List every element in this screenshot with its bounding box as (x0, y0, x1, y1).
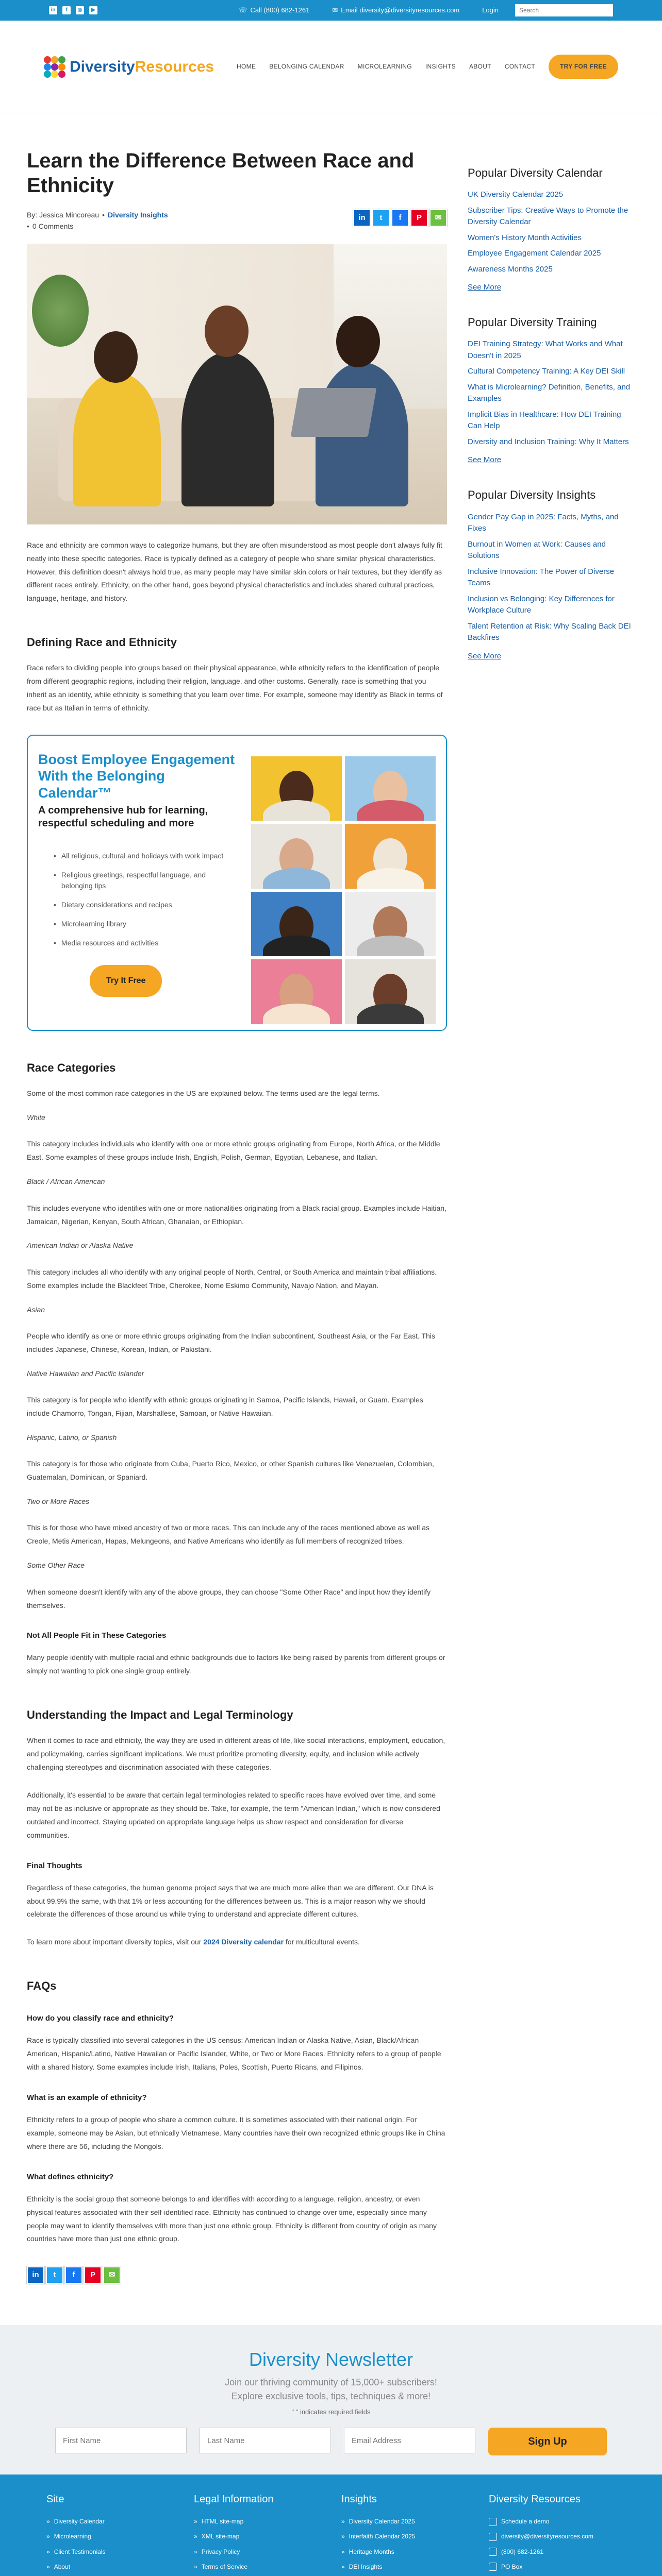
footer-link[interactable]: » Heritage Months (341, 2547, 468, 2557)
sidebar-heading: Popular Diversity Calendar (468, 166, 603, 179)
sidebar-link[interactable]: Gender Pay Gap in 2025: Facts, Myths, and Fixes (468, 512, 619, 533)
author: By: Jessica Mincoreau (27, 211, 100, 219)
sidebar-link[interactable]: Implicit Bias in Healthcare: How DEI Training Can Help (468, 410, 621, 431)
promo-portrait-grid (251, 756, 436, 1024)
heading-impact: Understanding the Impact and Legal Terminology (27, 1708, 293, 1722)
portrait-tile (251, 959, 342, 1024)
heading-race-categories: Race Categories (27, 1061, 116, 1074)
heading-defining: Defining Race and Ethnicity (27, 636, 177, 649)
footer-link[interactable]: » Terms of Service (194, 2562, 321, 2572)
first-name-field[interactable] (55, 2428, 187, 2453)
nav-about[interactable]: ABOUT (469, 62, 491, 70)
sidebar-link[interactable]: Inclusive Innovation: The Power of Diverse Teams (468, 567, 615, 588)
linkedin-icon[interactable]: in (49, 6, 57, 14)
category-link[interactable]: Diversity Insights (107, 211, 168, 219)
nav-insights[interactable]: INSIGHTS (425, 62, 456, 70)
linkedin-share-icon[interactable]: in (353, 209, 371, 227)
category-name: White (27, 1113, 45, 1122)
promo-feature: • Media resources and activities (54, 938, 238, 948)
pinterest-share-icon[interactable]: P (84, 2266, 102, 2284)
mail-icon (489, 2533, 497, 2541)
site-logo[interactable] (44, 55, 214, 79)
promo-subtitle: A comprehensive hub for learning, respectful scheduling and more (38, 805, 208, 829)
footer-link[interactable]: » Interfaith Calendar 2025 (341, 2532, 468, 2541)
final-paragraph: Regardless of these categories, the human genome project says that we are much more alike than we are different. Our DNA is about 99.9% the same, with that 1% or less accounting for the differences between us. This is a major reason why we should celebrate the differences of those around us while trying to understand and appreciate different cultures. (27, 1883, 434, 1919)
nav-contact[interactable]: CONTACT (504, 62, 536, 70)
categories-intro: Some of the most common race categories in the US are explained below. The terms used are the legal terms. (27, 1089, 380, 1098)
footer-contact-item (489, 2562, 616, 2572)
portrait-tile (345, 824, 436, 889)
footer-contact (489, 2491, 616, 2576)
footer-link[interactable]: » Diversity Calendar (46, 2517, 173, 2527)
footer-link[interactable]: » XML site-map (194, 2532, 321, 2541)
footer-contact-item[interactable] (489, 2547, 616, 2557)
article-title: Learn the Difference Between Race and Ethnicity (27, 149, 415, 197)
footer-link[interactable]: » About (46, 2562, 173, 2572)
location-icon (489, 2563, 497, 2571)
email-share-icon[interactable]: ✉ (429, 209, 447, 227)
category-text: This is for those who have mixed ancestry of two or more races. This can include any of the races mentioned above as well as Creole, Metis American, Hapas, Melungeons, and Native Americans who identify as full members of recognized tribes. (27, 1523, 430, 1546)
sidebar-link[interactable]: Burnout in Women at Work: Causes and Solutions (468, 539, 606, 561)
intro-paragraph: Race and ethnicity are common ways to categorize humans, but they are often misunderstood as most people don't always fully fit neatly into these specific categories. Race is typically defined as a category of people who share similar physical characteristics. However, this definition doesn't always hold true, as many people may have similar skin colors or hair textures, but they identify as different races entirely. Ethnicity, on the other hand, goes beyond physical characteristics and includes shared cultural practices, language, heritage, and history. (27, 540, 442, 603)
sidebar-popular-calendar (468, 164, 635, 313)
race-category-list (27, 1112, 447, 1612)
category-name: Asian (27, 1305, 45, 1314)
sidebar-link[interactable]: Women's History Month Activities (468, 233, 582, 242)
faq-answer: Ethnicity is the social group that someone belongs to and identifies with according to a language, religion, ancestry, or even physical features associated with their self-identified race. Ethnicity has continued to change over time, especially since many people may want to identify themselves with more than just one ethnic group. Ethnicity is different from country of origin as many countries have more than just one ethnic group. (27, 2194, 437, 2243)
try-for-free-button[interactable]: TRY FOR FREE (549, 55, 618, 79)
category-name: Black / African American (27, 1177, 105, 1186)
footer-heading: Legal Information (194, 2494, 274, 2505)
faq-question: What is an example of ethnicity? (27, 2093, 147, 2103)
faq-list (27, 2012, 447, 2246)
impact-paragraph-1: When it comes to race and ethnicity, the way they are used in different areas of life, like social interactions, employment, education, and policymaking, carries significant implications. We must prioritize promoting diversity, equity, and inclusion while actively challenging stereotypes and discrimination associated with these categories. (27, 1736, 445, 1772)
footer-insights (341, 2491, 468, 2576)
footer-link[interactable]: » DEI Insights (341, 2562, 468, 2572)
footer-link[interactable]: » HTML site-map (194, 2517, 321, 2527)
promo-title: Boost Employee Engagement With the Belonging Calendar™ (38, 751, 235, 801)
logo-text (70, 55, 214, 79)
email-text: Email diversity@diversityresources.com (341, 6, 460, 14)
sign-up-button[interactable]: Sign Up (488, 2428, 607, 2455)
promo-feature: • Microlearning library (54, 919, 238, 929)
phone-icon (489, 2548, 497, 2556)
defining-paragraph: Race refers to dividing people into groups based on their physical appearance, while ethnicity refers to the identification of people from different geographic regions, including their religion, language, and other customs. Generally, race is something that you inherit as an identity, while ethnicity is something that you learn over time. For example, someone may identify as Black in terms of race but as Italian in terms of ethnicity. (27, 664, 443, 713)
twitter-share-icon[interactable]: t (46, 2266, 63, 2284)
email-share-icon[interactable]: ✉ (103, 2266, 121, 2284)
sidebar-link[interactable]: What is Microlearning? Definition, Benefits, and Examples (468, 382, 631, 403)
sidebar-link[interactable]: Cultural Competency Training: A Key DEI Skill (468, 367, 625, 376)
share-buttons-bottom (27, 2266, 447, 2284)
footer-site (46, 2491, 173, 2576)
footer-heading: Diversity Resources (489, 2494, 581, 2505)
site-header (0, 21, 662, 113)
twitter-share-icon[interactable]: t (372, 209, 390, 227)
promo-feature: • All religious, cultural and holidays with work impact (54, 851, 238, 861)
faq-question: How do you classify race and ethnicity? (27, 2014, 174, 2023)
sidebar-link[interactable]: Awareness Months 2025 (468, 264, 553, 274)
category-name: Hispanic, Latino, or Spanish (27, 1433, 117, 1442)
portrait-tile (251, 824, 342, 889)
footer-contact-text: PO Box (501, 2563, 523, 2570)
footer-link[interactable]: » Microlearning (46, 2532, 173, 2541)
heading-faqs: FAQs (27, 1979, 57, 1993)
category-text: This category is for those who originate from Cuba, Puerto Rico, Mexico, or other Spanish cultures like Venezuelan, Colombian, Guatemalan, Dominican, or Spaniard. (27, 1460, 434, 1482)
phone-text: Call (800) 682-1261 (250, 6, 310, 14)
portrait-tile (251, 892, 342, 957)
category-name: Some Other Race (27, 1561, 85, 1570)
learn-more-pre: To learn more about important diversity topics, visit our (27, 1938, 202, 1946)
footer-contact-item[interactable] (489, 2517, 616, 2527)
sidebar-link[interactable]: Diversity and Inclusion Training: Why It Matters (468, 437, 629, 446)
nav-home[interactable]: HOME (237, 62, 256, 70)
footer-contact-item[interactable] (489, 2532, 616, 2541)
main-nav (237, 55, 618, 79)
last-name-field[interactable] (200, 2428, 331, 2453)
category-text: This includes everyone who identifies with one or more nationalities originating from a Black racial group. Examples include Haitian, Jamaican, Nigerian, Kenyan, South African, Ghanaian, or Ethiopian. (27, 1204, 446, 1226)
newsletter-subtitle-1: Join our thriving community of 15,000+ subscribers! (225, 2377, 437, 2387)
footer-contact-text: Schedule a demo (501, 2518, 550, 2526)
sidebar-heading: Popular Diversity Insights (468, 488, 596, 502)
footer-contact-text: (800) 682-1261 (501, 2548, 544, 2555)
category-name: Two or More Races (27, 1497, 90, 1506)
facebook-icon[interactable]: f (62, 6, 71, 14)
category-name: American Indian or Alaska Native (27, 1241, 134, 1250)
email-link[interactable] (321, 5, 471, 16)
sidebar-link[interactable]: DEI Training Strategy: What Works and What Doesn't in 2025 (468, 340, 623, 360)
sidebar-popular-insights (468, 486, 635, 682)
impact-paragraph-2: Additionally, it's essential to be aware that certain legal terminologies related to specific races have evolved over time, and some may not be as inclusive or appropriate as they should be. Take, for example, the term "American Indian," which is now considered outdated and incorrect. Staying updated on appropriate language helps us show respect and consideration for diverse communities. (27, 1791, 440, 1839)
top-social-links (49, 6, 97, 14)
category-text: This category is for people who identify with ethnic groups originating in Samoa, Pacific Islands, Hawaii, or Guam. Examples include Chamorro, Tongan, Fijian, Marshallese, Samoan, or Native Hawaiian. (27, 1396, 423, 1418)
mail-icon: ✉ (332, 6, 338, 14)
see-more-link[interactable]: See More (468, 455, 502, 465)
promo-feature: • Religious greetings, respectful language, and belonging tips (54, 870, 238, 891)
sidebar-popular-training (468, 313, 635, 486)
pinterest-share-icon[interactable]: P (410, 209, 428, 227)
footer-legal (194, 2491, 321, 2576)
portrait-tile (345, 959, 436, 1024)
facebook-share-icon[interactable]: f (391, 209, 409, 227)
promo-feature-list (54, 851, 238, 948)
belonging-calendar-promo (27, 735, 447, 1031)
sidebar-link[interactable]: Subscriber Tips: Creative Ways to Promote the Diversity Calendar (468, 206, 628, 227)
calendar-icon (489, 2518, 497, 2526)
learn-more-post: for multicultural events. (285, 1938, 360, 1946)
learn-more-paragraph (27, 1936, 447, 1949)
footer-link[interactable]: » Diversity Calendar 2025 (341, 2517, 468, 2527)
article: Learn the Difference Between Race and Ethnicity By: Jessica Mincoreau • Diversity Insights • 0 Comments in t f P ✉ Race and ethnicity are common ways to categorize humans, but they are often misunderstood as most people don't always fully fit neatly into these specific categories. Race is typically defined as a category of people who share similar physical characteristics. However, this definition doesn't always hold true, as many people may have similar skin colors or hair textures, but they identify as different races entirely. Ethnicity, on the other hand, goes beyond physical characteristics and includes shared cultural practices, language, heritage, and history. Defining Race and Ethnicity Race refers to dividing people into groups based on their physical appearance, while ethnicity refers to the identification of people from different geographic regions, including their religion, language, and other customs. Generally, race is something that you inherit as an identity, while ethnicity is something that you learn over time. For example, someone may identify as Black in terms of race but as Italian in terms of ethnicity. Boost Employee Engagement With the Belonging Calendar™ A comprehensive hub for learning, respectful scheduling and more • All religious, cultural and holidays with work impact • Religious greetings, respectful language, and belonging tips • Dietary considerations and recipes • Microlearning library • Media resources and activities Try It Free Race Categories Some of the most common race categories in the US are explained below. The terms used are the legal terms. White This category includes individuals who identify with one or more ethnic groups originating from Europe, North Africa, or the Middle East. Some examples of these groups include Irish, English, Polish, German, Egyptian, Lebanese, and Italian. Black / African American This includes everyone who identifies with one or more nationalities originating from a Black racial group. Examples include Haitian, Jamaican, Nigerian, Kenyan, South African, Ghanaian, or Ethiopian. American Indian or Alaska Native This category includes all who identify with any original people of North, Central, or South America and maintain tribal affiliations. Some examples include the Blackfeet Tribe, Cherokee, Nome Eskimo Community, Navajo Nation, and Mayan. Asian People who identify as one or more ethnic groups originating from the Indian subcontinent, Southeast Asia, or the Far East. This includes Japanese, Chinese, Korean, Indian, or Pakistani. Native Hawaiian and Pacific Islander This category is for people who identify with ethnic groups originating in Samoa, Pacific Islands, Hawaii, or Guam. Examples include Chamorro, Tongan, Fijian, Marshallese, Samoan, or Native Hawaiian. Hispanic, Latino, or Spanish This category is for those who originate from Cuba, Puerto Rico, Mexico, or other Spanish cultures like Venezuelan, Colombian, Guatemalan, Dominican, or Spaniard. Two or More Races This is for those who have mixed ancestry of two or more races. This can include any of the races mentioned above as well as Creole, Metis American, Hapas, Melungeons, and Native Americans who identify as full members of recognized tribes. Some Other Race When someone doesn't identify with any of the above groups, they can choose "Some Other Race" and input how they identify themselves. Not All People Fit in These Categories Many people identify with multiple racial and ethnic backgrounds due to factors like being raised by parents from different groups or simply not wanting to pick one single group entirely. Understanding the Impact and Legal Terminology When it comes to race and ethnicity, the way they are used in different areas of life, like social interactions, employment, education, and policymaking, carries significant implications. We must prioritize promoting diversity, equity, and inclusion while actively challenging stereotypes and discrimination associated with these categories. Additionally, it's essential to be aware that certain legal terminologies related to specific races have evolved over time, and some may not be as inclusive or appropriate as they should be. Take, for example, the term "American Indian," which is now considered outdated and incorrect. Staying updated on appropriate language helps us show respect and consideration for diverse communities. Final Thoughts Regardless of these categories, the human genome project says that we are much more alike than we are different. Our DNA is about 99.9% the same, with that 1% or less accounting for the differences between us. This is a major reason why we should celebrate the differences of those around us while trying to understand and appreciate different cultures. To learn more about important diversity topics, visit our 2024 Diversity calendar for multicultural events. FAQs How do you classify race and ethnicity? Race is typically classified into several categories in the US census: American Indian or Alaska Native, Asian, Black/African American, Hispanic/Latino, Native Hawaiian or Pacific Islander, White, or Two or More Races. Ethnicity refers to a group of people with a shared history. Some examples include Irish, Italians, Poles, Scottish, Puerto Ricans, and Filipinos. What is an example of ethnicity? Ethnicity refers to a group of people who share a common culture. It is sometimes associated with their national origin. For example, someone may be Asian, but ethnically Vietnamese. Many countries have their own recognized ethnic groups like in China where there are 56, including the Mongols. What defines ethnicity? Ethnicity is the social group that someone belongs to and identifies with according to a language, religion, ancestry, or even physical features associated with their self-identified race. Ethnicity has continued to change over time, especially since many people may want to identify themselves with more than just one ethnic group. Ethnicity is different from country of origin as many countries have more than just one ethnic group. in t f P ✉ (27, 148, 447, 2315)
share-buttons-top (353, 209, 447, 227)
comment-count[interactable]: 0 Comments (32, 222, 74, 231)
sidebar-link[interactable]: Talent Retention at Risk: Why Scaling Back DEI Backfires (468, 621, 631, 642)
category-text: This category includes individuals who identify with one or more ethnic groups originating from Europe, North Africa, or the Middle East. Some examples of these groups include Irish, English, Polish, German, Egyptian, Lebanese, and Italian. (27, 1140, 440, 1162)
faq-question: What defines ethnicity? (27, 2172, 114, 2181)
required-fields-note: " " indicates required fields (291, 2408, 371, 2416)
newsletter-form (0, 2428, 662, 2455)
footer-link[interactable]: » Privacy Policy (194, 2547, 321, 2557)
sidebar-link[interactable]: UK Diversity Calendar 2025 (468, 190, 564, 199)
see-more-link[interactable]: See More (468, 283, 502, 292)
sidebar-link[interactable]: Employee Engagement Calendar 2025 (468, 249, 601, 258)
promo-feature: • Dietary considerations and recipes (54, 900, 238, 910)
portrait-tile (345, 756, 436, 821)
youtube-icon[interactable]: ▶ (89, 6, 97, 14)
footer-heading: Site (46, 2494, 64, 2505)
category-text: When someone doesn't identify with any of the above groups, they can choose "Some Other Race" and input how they identify themselves. (27, 1587, 431, 1609)
phone-link[interactable] (227, 5, 321, 16)
sidebar (468, 148, 635, 2315)
faq-answer: Ethnicity refers to a group of people who share a common culture. It is sometimes associated with their national origin. For example, someone may be Asian, but ethnically Vietnamese. Many countries have their own recognized ethnic groups like in China where there are 56, including the Mongols. (27, 2115, 445, 2150)
logo-main: Diversity (70, 58, 135, 75)
footer-contact-text: diversity@diversityresources.com (501, 2533, 593, 2540)
diversity-calendar-link[interactable]: 2024 Diversity calendar (203, 1938, 284, 1946)
faq-answer: Race is typically classified into several categories in the US census: American Indian or Alaska Native, Asian, Black/African American, Hispanic/Latino, Native Hawaiian or Pacific Islander, White, or Two or More Races. Ethnicity refers to a group of people with a shared history. Some examples include Irish, Italians, Poles, Scottish, Puerto Ricans, and Filipinos. (27, 2036, 441, 2072)
category-name: Native Hawaiian and Pacific Islander (27, 1369, 144, 1378)
heading-not-all: Not All People Fit in These Categories (27, 1631, 167, 1640)
logo-mark-icon (44, 56, 65, 78)
hero-image (27, 244, 447, 524)
site-footer (0, 2475, 662, 2576)
portrait-tile (251, 756, 342, 821)
not-all-paragraph: Many people identify with multiple racial and ethnic backgrounds due to factors like being raised by parents from different groups or simply not wanting to pick one single group entirely. (27, 1653, 445, 1675)
phone-icon: ☏ (239, 6, 247, 14)
facebook-share-icon[interactable]: f (65, 2266, 82, 2284)
email-field[interactable] (344, 2428, 475, 2453)
category-text: People who identify as one or more ethnic groups originating from the Indian subcontinent, Southeast Asia, or the Far East. This includes Japanese, Chinese, Korean, Indian, or Pakistani. (27, 1331, 435, 1353)
nav-microlearning[interactable]: MICROLEARNING (357, 62, 412, 70)
portrait-tile (345, 892, 436, 957)
instagram-icon[interactable]: ◎ (76, 6, 84, 14)
logo-accent: Resources (135, 58, 214, 75)
category-text: This category includes all who identify with any original people of North, Central, or South America and maintain tribal affiliations. Some examples include the Blackfeet Tribe, Cherokee, Nome Eskimo Community, Navajo Nation, and Mayan. (27, 1267, 437, 1290)
newsletter-subtitle-2: Explore exclusive tools, tips, techniques & more! (231, 2391, 431, 2402)
heading-final-thoughts: Final Thoughts (27, 1861, 82, 1870)
see-more-link[interactable]: See More (468, 651, 502, 660)
sidebar-heading: Popular Diversity Training (468, 316, 597, 329)
top-bar (0, 0, 662, 21)
linkedin-share-icon[interactable]: in (27, 2266, 44, 2284)
newsletter-title: Diversity Newsletter (249, 2349, 413, 2370)
nav-belonging-calendar[interactable]: BELONGING CALENDAR (269, 62, 344, 70)
sidebar-link[interactable]: Inclusion vs Belonging: Key Differences for Workplace Culture (468, 594, 615, 615)
newsletter-section (0, 2325, 662, 2475)
search-input[interactable] (515, 4, 613, 16)
footer-link[interactable]: » Client Testimonials (46, 2547, 173, 2557)
login-link[interactable]: Login (482, 6, 499, 14)
try-it-free-button[interactable]: Try It Free (90, 965, 162, 997)
footer-heading: Insights (341, 2494, 377, 2505)
